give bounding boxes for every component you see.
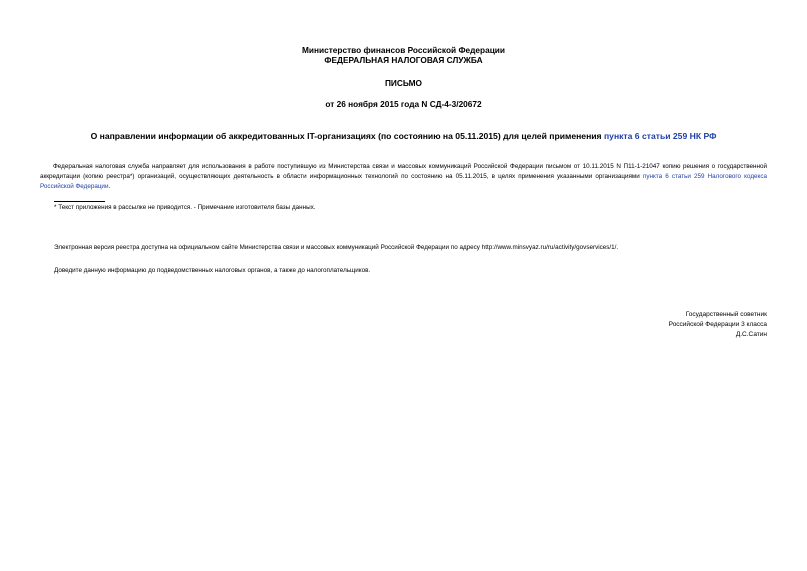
subject-text: О направлении информации об аккредитованных IT-организациях (по состоянию на 05.11.2015) для целей применения: [90, 131, 604, 141]
signer-name: Д.С.Сатин: [735, 331, 767, 338]
footnote: * Текст приложения в рассылке не приводится. - Примечание изготовителя базы данных.: [54, 204, 316, 211]
footnote-divider: [54, 201, 105, 202]
signer-title-line-2: Российской Федерации 3 класса: [668, 321, 767, 328]
service-heading: ФЕДЕРАЛЬНАЯ НАЛОГОВАЯ СЛУЖБА: [324, 55, 483, 65]
signature-block: [669, 310, 767, 340]
paragraph-1-end: .: [108, 183, 111, 191]
document-type: ПИСЬМО: [384, 78, 423, 88]
document-date-number: от 26 ноября 2015 года N СД-4-3/20672: [325, 99, 482, 109]
document-subject: [40, 131, 767, 142]
signer-title-line-1: Государственный советник: [685, 311, 767, 318]
body-paragraph-3: Доведите данную информацию до подведомственных налоговых органов, а также до налогоплательщиков.: [54, 267, 371, 274]
body-paragraph-2: Электронная версия реестра доступна на официальном сайте Министерства связи и массовых коммуникаций Российской Федерации по адресу http://www.minsvyaz.ru/ru/activity/govservices/1/.: [54, 244, 619, 251]
paragraph-1-text: Федеральная налоговая служба направляет для использования в работе поступившую из Министерства связи и массовых коммуникаций Российской Федерации письмом от 10.11.2015 N П11-1-21047 копию решения о государственной аккредитации (копию реестра*) организаций, осуществляющих деятельность в области информационных технологий по состоянию на 05.11.2015, в целях применения указанными организациями: [40, 163, 767, 181]
body-paragraph-1: [40, 162, 767, 193]
subject-law-link[interactable]: пункта 6 статьи 259 НК РФ: [603, 131, 717, 141]
ministry-heading: Министерство финансов Российской Федерации: [301, 45, 506, 55]
tax-code-link[interactable]: пункта 6 статьи 259 Налогового кодекса Российской Федерации: [40, 173, 767, 191]
